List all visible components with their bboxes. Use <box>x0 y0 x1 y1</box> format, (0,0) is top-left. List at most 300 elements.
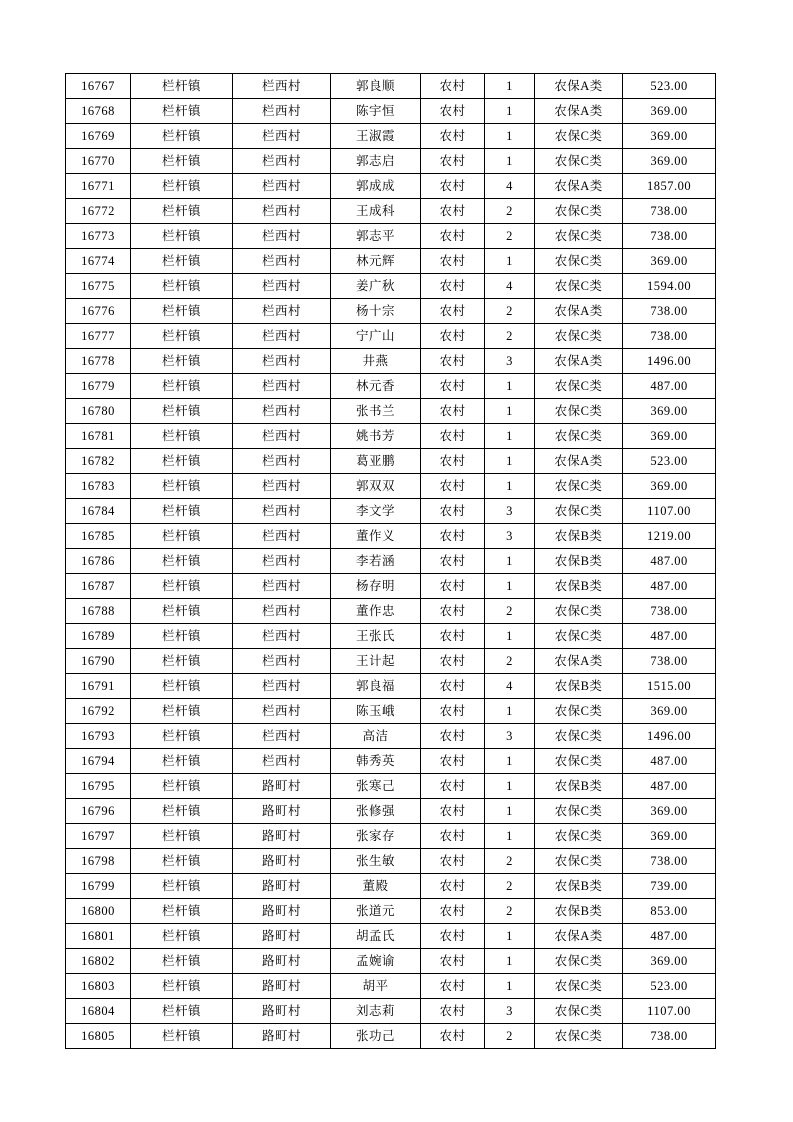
cell-amount: 738.00 <box>623 299 716 324</box>
cell-count: 1 <box>485 99 535 124</box>
cell-village: 路町村 <box>233 824 331 849</box>
cell-amount: 1107.00 <box>623 999 716 1024</box>
cell-village: 栏西村 <box>233 424 331 449</box>
cell-count: 1 <box>485 974 535 999</box>
cell-residence: 农村 <box>421 624 485 649</box>
cell-town: 栏杆镇 <box>131 774 233 799</box>
cell-amount: 1496.00 <box>623 724 716 749</box>
cell-name: 张修强 <box>331 799 421 824</box>
table-row <box>66 524 716 549</box>
cell-category: 农保C类 <box>535 799 623 824</box>
cell-name: 王成科 <box>331 199 421 224</box>
cell-village: 栏西村 <box>233 674 331 699</box>
cell-count: 1 <box>485 249 535 274</box>
cell-residence: 农村 <box>421 724 485 749</box>
cell-town: 栏杆镇 <box>131 949 233 974</box>
cell-name: 姚书芳 <box>331 424 421 449</box>
cell-village: 路町村 <box>233 1024 331 1049</box>
cell-town: 栏杆镇 <box>131 224 233 249</box>
cell-count: 2 <box>485 1024 535 1049</box>
cell-village: 路町村 <box>233 874 331 899</box>
cell-category: 农保B类 <box>535 574 623 599</box>
cell-residence: 农村 <box>421 1024 485 1049</box>
cell-count: 1 <box>485 949 535 974</box>
cell-village: 栏西村 <box>233 524 331 549</box>
cell-residence: 农村 <box>421 574 485 599</box>
cell-category: 农保B类 <box>535 774 623 799</box>
cell-id: 16777 <box>66 324 131 349</box>
cell-amount: 738.00 <box>623 1024 716 1049</box>
cell-count: 4 <box>485 174 535 199</box>
cell-category: 农保B类 <box>535 899 623 924</box>
cell-village: 栏西村 <box>233 324 331 349</box>
cell-residence: 农村 <box>421 349 485 374</box>
cell-id: 16797 <box>66 824 131 849</box>
cell-id: 16794 <box>66 749 131 774</box>
cell-name: 张寒己 <box>331 774 421 799</box>
cell-amount: 738.00 <box>623 199 716 224</box>
cell-id: 16801 <box>66 924 131 949</box>
cell-count: 2 <box>485 874 535 899</box>
cell-residence: 农村 <box>421 774 485 799</box>
cell-residence: 农村 <box>421 199 485 224</box>
cell-category: 农保C类 <box>535 274 623 299</box>
table-row <box>66 374 716 399</box>
table-row <box>66 149 716 174</box>
cell-name: 刘志莉 <box>331 999 421 1024</box>
cell-count: 4 <box>485 274 535 299</box>
cell-residence: 农村 <box>421 424 485 449</box>
cell-name: 杨十宗 <box>331 299 421 324</box>
cell-town: 栏杆镇 <box>131 849 233 874</box>
cell-town: 栏杆镇 <box>131 549 233 574</box>
cell-count: 1 <box>485 699 535 724</box>
cell-id: 16782 <box>66 449 131 474</box>
cell-village: 路町村 <box>233 949 331 974</box>
cell-category: 农保C类 <box>535 249 623 274</box>
cell-town: 栏杆镇 <box>131 974 233 999</box>
cell-village: 栏西村 <box>233 74 331 99</box>
cell-id: 16770 <box>66 149 131 174</box>
cell-town: 栏杆镇 <box>131 199 233 224</box>
cell-count: 2 <box>485 199 535 224</box>
cell-id: 16805 <box>66 1024 131 1049</box>
cell-amount: 369.00 <box>623 474 716 499</box>
cell-residence: 农村 <box>421 299 485 324</box>
cell-residence: 农村 <box>421 324 485 349</box>
cell-name: 董殿 <box>331 874 421 899</box>
cell-village: 路町村 <box>233 924 331 949</box>
table-row <box>66 324 716 349</box>
table-row <box>66 474 716 499</box>
cell-village: 路町村 <box>233 999 331 1024</box>
cell-town: 栏杆镇 <box>131 174 233 199</box>
cell-name: 郭成成 <box>331 174 421 199</box>
cell-name: 王淑霞 <box>331 124 421 149</box>
cell-name: 林元香 <box>331 374 421 399</box>
cell-category: 农保C类 <box>535 599 623 624</box>
cell-count: 2 <box>485 899 535 924</box>
cell-amount: 738.00 <box>623 649 716 674</box>
cell-count: 1 <box>485 624 535 649</box>
cell-town: 栏杆镇 <box>131 249 233 274</box>
cell-amount: 853.00 <box>623 899 716 924</box>
cell-town: 栏杆镇 <box>131 349 233 374</box>
cell-count: 1 <box>485 399 535 424</box>
cell-amount: 1219.00 <box>623 524 716 549</box>
cell-id: 16775 <box>66 274 131 299</box>
cell-village: 栏西村 <box>233 349 331 374</box>
cell-amount: 1107.00 <box>623 499 716 524</box>
cell-residence: 农村 <box>421 899 485 924</box>
cell-village: 栏西村 <box>233 474 331 499</box>
cell-id: 16803 <box>66 974 131 999</box>
table-row <box>66 899 716 924</box>
cell-residence: 农村 <box>421 274 485 299</box>
cell-residence: 农村 <box>421 649 485 674</box>
cell-id: 16769 <box>66 124 131 149</box>
cell-category: 农保C类 <box>535 499 623 524</box>
cell-count: 2 <box>485 324 535 349</box>
cell-town: 栏杆镇 <box>131 1024 233 1049</box>
cell-residence: 农村 <box>421 849 485 874</box>
cell-name: 李若涵 <box>331 549 421 574</box>
cell-id: 16774 <box>66 249 131 274</box>
cell-count: 1 <box>485 374 535 399</box>
cell-town: 栏杆镇 <box>131 799 233 824</box>
cell-category: 农保C类 <box>535 849 623 874</box>
cell-town: 栏杆镇 <box>131 274 233 299</box>
table-row <box>66 274 716 299</box>
cell-name: 郭双双 <box>331 474 421 499</box>
cell-town: 栏杆镇 <box>131 624 233 649</box>
cell-amount: 487.00 <box>623 774 716 799</box>
cell-amount: 369.00 <box>623 399 716 424</box>
cell-id: 16789 <box>66 624 131 649</box>
cell-id: 16800 <box>66 899 131 924</box>
cell-amount: 1496.00 <box>623 349 716 374</box>
cell-residence: 农村 <box>421 449 485 474</box>
cell-id: 16767 <box>66 74 131 99</box>
cell-residence: 农村 <box>421 174 485 199</box>
cell-amount: 487.00 <box>623 574 716 599</box>
cell-town: 栏杆镇 <box>131 324 233 349</box>
cell-amount: 487.00 <box>623 924 716 949</box>
cell-count: 3 <box>485 724 535 749</box>
cell-name: 陈宇恒 <box>331 99 421 124</box>
cell-town: 栏杆镇 <box>131 574 233 599</box>
cell-category: 农保C类 <box>535 324 623 349</box>
cell-count: 1 <box>485 149 535 174</box>
cell-name: 陈玉峨 <box>331 699 421 724</box>
cell-id: 16776 <box>66 299 131 324</box>
table-row <box>66 724 716 749</box>
cell-category: 农保C类 <box>535 624 623 649</box>
cell-residence: 农村 <box>421 124 485 149</box>
cell-name: 郭良顺 <box>331 74 421 99</box>
table-body <box>66 74 716 1049</box>
cell-amount: 369.00 <box>623 824 716 849</box>
cell-id: 16798 <box>66 849 131 874</box>
cell-village: 栏西村 <box>233 449 331 474</box>
cell-town: 栏杆镇 <box>131 399 233 424</box>
cell-id: 16772 <box>66 199 131 224</box>
cell-village: 栏西村 <box>233 399 331 424</box>
cell-town: 栏杆镇 <box>131 874 233 899</box>
cell-amount: 738.00 <box>623 599 716 624</box>
cell-count: 1 <box>485 74 535 99</box>
cell-name: 董作忠 <box>331 599 421 624</box>
cell-amount: 487.00 <box>623 749 716 774</box>
cell-category: 农保C类 <box>535 424 623 449</box>
table-row <box>66 74 716 99</box>
cell-village: 路町村 <box>233 799 331 824</box>
cell-residence: 农村 <box>421 549 485 574</box>
cell-category: 农保C类 <box>535 149 623 174</box>
cell-id: 16781 <box>66 424 131 449</box>
cell-category: 农保B类 <box>535 549 623 574</box>
cell-count: 1 <box>485 424 535 449</box>
cell-name: 张书兰 <box>331 399 421 424</box>
cell-village: 栏西村 <box>233 274 331 299</box>
cell-town: 栏杆镇 <box>131 724 233 749</box>
cell-name: 井燕 <box>331 349 421 374</box>
cell-category: 农保C类 <box>535 699 623 724</box>
cell-name: 胡孟氏 <box>331 924 421 949</box>
cell-category: 农保A类 <box>535 299 623 324</box>
table-row <box>66 99 716 124</box>
cell-residence: 农村 <box>421 399 485 424</box>
data-table <box>65 73 716 1049</box>
cell-town: 栏杆镇 <box>131 99 233 124</box>
table-row <box>66 449 716 474</box>
cell-amount: 369.00 <box>623 149 716 174</box>
table-row <box>66 824 716 849</box>
cell-residence: 农村 <box>421 149 485 174</box>
cell-amount: 369.00 <box>623 949 716 974</box>
cell-category: 农保C类 <box>535 999 623 1024</box>
cell-count: 1 <box>485 449 535 474</box>
cell-village: 栏西村 <box>233 549 331 574</box>
cell-town: 栏杆镇 <box>131 149 233 174</box>
cell-amount: 369.00 <box>623 799 716 824</box>
cell-village: 栏西村 <box>233 574 331 599</box>
cell-category: 农保C类 <box>535 749 623 774</box>
cell-town: 栏杆镇 <box>131 599 233 624</box>
cell-id: 16780 <box>66 399 131 424</box>
table-row <box>66 674 716 699</box>
table-row <box>66 799 716 824</box>
cell-residence: 农村 <box>421 749 485 774</box>
cell-count: 3 <box>485 524 535 549</box>
table-row <box>66 649 716 674</box>
cell-id: 16796 <box>66 799 131 824</box>
cell-residence: 农村 <box>421 699 485 724</box>
cell-town: 栏杆镇 <box>131 499 233 524</box>
cell-amount: 738.00 <box>623 324 716 349</box>
cell-name: 王计起 <box>331 649 421 674</box>
table-row <box>66 849 716 874</box>
cell-village: 路町村 <box>233 899 331 924</box>
cell-count: 2 <box>485 299 535 324</box>
cell-name: 葛亚鹏 <box>331 449 421 474</box>
cell-residence: 农村 <box>421 474 485 499</box>
table-row <box>66 299 716 324</box>
cell-village: 栏西村 <box>233 124 331 149</box>
cell-id: 16784 <box>66 499 131 524</box>
cell-name: 郭志平 <box>331 224 421 249</box>
cell-count: 2 <box>485 599 535 624</box>
cell-id: 16791 <box>66 674 131 699</box>
cell-category: 农保C类 <box>535 474 623 499</box>
cell-village: 路町村 <box>233 849 331 874</box>
cell-residence: 农村 <box>421 799 485 824</box>
cell-amount: 487.00 <box>623 624 716 649</box>
cell-town: 栏杆镇 <box>131 474 233 499</box>
cell-category: 农保A类 <box>535 74 623 99</box>
cell-amount: 739.00 <box>623 874 716 899</box>
cell-count: 1 <box>485 549 535 574</box>
cell-id: 16779 <box>66 374 131 399</box>
cell-town: 栏杆镇 <box>131 299 233 324</box>
cell-residence: 农村 <box>421 974 485 999</box>
cell-count: 1 <box>485 124 535 149</box>
cell-name: 孟婉谕 <box>331 949 421 974</box>
cell-count: 2 <box>485 224 535 249</box>
cell-town: 栏杆镇 <box>131 749 233 774</box>
cell-name: 林元辉 <box>331 249 421 274</box>
table-row <box>66 699 716 724</box>
cell-town: 栏杆镇 <box>131 124 233 149</box>
cell-id: 16804 <box>66 999 131 1024</box>
cell-town: 栏杆镇 <box>131 699 233 724</box>
cell-amount: 1594.00 <box>623 274 716 299</box>
cell-id: 16792 <box>66 699 131 724</box>
cell-category: 农保B类 <box>535 874 623 899</box>
cell-id: 16771 <box>66 174 131 199</box>
cell-village: 栏西村 <box>233 149 331 174</box>
cell-residence: 农村 <box>421 374 485 399</box>
cell-category: 农保A类 <box>535 174 623 199</box>
cell-amount: 369.00 <box>623 699 716 724</box>
cell-residence: 农村 <box>421 874 485 899</box>
cell-name: 杨存明 <box>331 574 421 599</box>
cell-town: 栏杆镇 <box>131 899 233 924</box>
cell-amount: 369.00 <box>623 249 716 274</box>
cell-residence: 农村 <box>421 824 485 849</box>
cell-amount: 487.00 <box>623 374 716 399</box>
cell-category: 农保C类 <box>535 824 623 849</box>
cell-id: 16773 <box>66 224 131 249</box>
cell-name: 张生敏 <box>331 849 421 874</box>
cell-category: 农保C类 <box>535 399 623 424</box>
cell-name: 姜广秋 <box>331 274 421 299</box>
cell-category: 农保A类 <box>535 924 623 949</box>
cell-count: 4 <box>485 674 535 699</box>
cell-id: 16778 <box>66 349 131 374</box>
cell-count: 1 <box>485 774 535 799</box>
cell-id: 16788 <box>66 599 131 624</box>
cell-residence: 农村 <box>421 499 485 524</box>
cell-town: 栏杆镇 <box>131 424 233 449</box>
table-row <box>66 124 716 149</box>
cell-count: 1 <box>485 824 535 849</box>
cell-id: 16786 <box>66 549 131 574</box>
cell-town: 栏杆镇 <box>131 999 233 1024</box>
table-row <box>66 349 716 374</box>
cell-id: 16802 <box>66 949 131 974</box>
cell-count: 1 <box>485 924 535 949</box>
cell-amount: 487.00 <box>623 549 716 574</box>
table-row <box>66 199 716 224</box>
cell-name: 胡平 <box>331 974 421 999</box>
cell-name: 张家存 <box>331 824 421 849</box>
cell-residence: 农村 <box>421 949 485 974</box>
cell-name: 董作义 <box>331 524 421 549</box>
cell-name: 郭志启 <box>331 149 421 174</box>
table-row <box>66 874 716 899</box>
cell-id: 16785 <box>66 524 131 549</box>
cell-amount: 369.00 <box>623 124 716 149</box>
cell-village: 路町村 <box>233 974 331 999</box>
table-row <box>66 549 716 574</box>
cell-village: 栏西村 <box>233 499 331 524</box>
cell-count: 2 <box>485 649 535 674</box>
table-row <box>66 574 716 599</box>
cell-village: 栏西村 <box>233 649 331 674</box>
cell-count: 1 <box>485 474 535 499</box>
cell-residence: 农村 <box>421 999 485 1024</box>
table-row <box>66 174 716 199</box>
table-row <box>66 1024 716 1049</box>
cell-category: 农保C类 <box>535 1024 623 1049</box>
table-row <box>66 224 716 249</box>
cell-town: 栏杆镇 <box>131 449 233 474</box>
cell-count: 1 <box>485 799 535 824</box>
cell-amount: 1857.00 <box>623 174 716 199</box>
cell-village: 栏西村 <box>233 724 331 749</box>
cell-amount: 523.00 <box>623 74 716 99</box>
cell-village: 栏西村 <box>233 749 331 774</box>
cell-town: 栏杆镇 <box>131 524 233 549</box>
cell-category: 农保C类 <box>535 124 623 149</box>
cell-name: 张道元 <box>331 899 421 924</box>
cell-residence: 农村 <box>421 674 485 699</box>
cell-category: 农保C类 <box>535 974 623 999</box>
table-row <box>66 999 716 1024</box>
cell-id: 16790 <box>66 649 131 674</box>
cell-name: 王张氏 <box>331 624 421 649</box>
cell-residence: 农村 <box>421 924 485 949</box>
cell-town: 栏杆镇 <box>131 674 233 699</box>
cell-town: 栏杆镇 <box>131 649 233 674</box>
cell-town: 栏杆镇 <box>131 824 233 849</box>
cell-village: 栏西村 <box>233 249 331 274</box>
cell-id: 16783 <box>66 474 131 499</box>
cell-village: 栏西村 <box>233 224 331 249</box>
cell-count: 3 <box>485 499 535 524</box>
cell-residence: 农村 <box>421 99 485 124</box>
table-row <box>66 949 716 974</box>
cell-amount: 1515.00 <box>623 674 716 699</box>
cell-category: 农保B类 <box>535 674 623 699</box>
cell-count: 2 <box>485 849 535 874</box>
cell-village: 路町村 <box>233 774 331 799</box>
cell-category: 农保C类 <box>535 724 623 749</box>
cell-village: 栏西村 <box>233 599 331 624</box>
cell-name: 宁广山 <box>331 324 421 349</box>
cell-residence: 农村 <box>421 599 485 624</box>
